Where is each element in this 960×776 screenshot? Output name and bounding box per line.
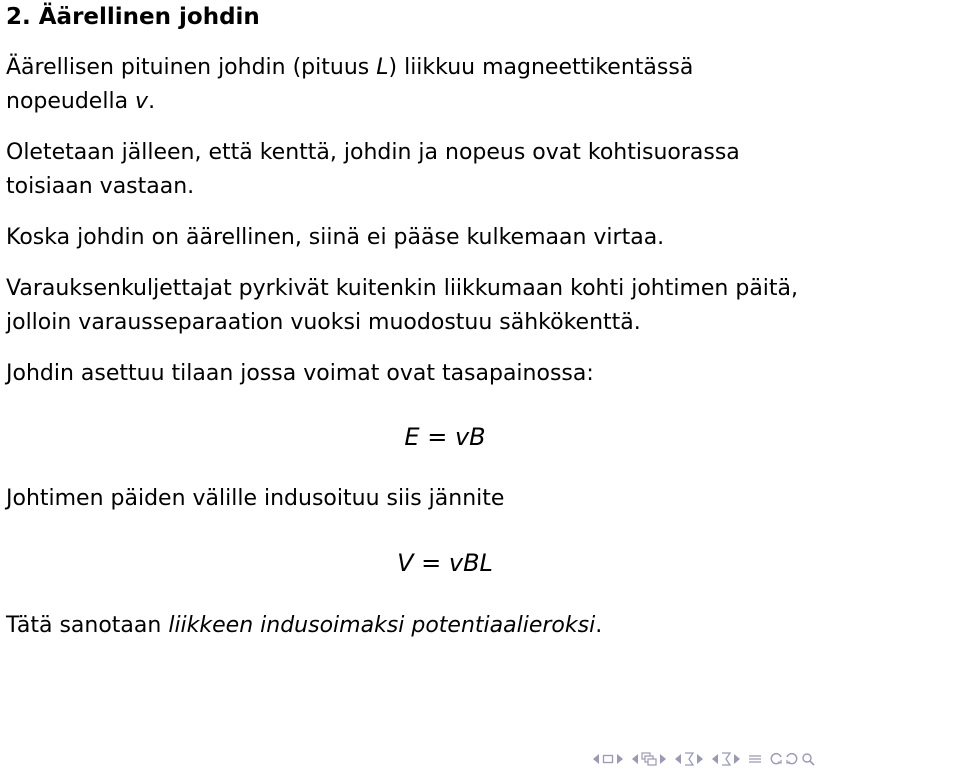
emphasis: liikkeen indusoimaksi potentiaalieroksi [168, 613, 596, 638]
search-nav [769, 752, 815, 766]
equation-2 [0, 546, 890, 580]
text: Tätä sanotaan [6, 613, 169, 638]
search-back-icon[interactable] [769, 752, 783, 766]
frame-nav [592, 753, 624, 765]
frame-icon[interactable] [602, 753, 614, 765]
eq-lhs: E [404, 423, 420, 451]
eq-operator: = [413, 549, 449, 577]
eq-rhs: vBL [448, 549, 493, 577]
section-forward-icon[interactable] [696, 753, 704, 765]
math-var: v [135, 89, 149, 114]
frame-back-icon[interactable] [592, 753, 600, 765]
text: Äärellisen pituinen johdin (pituus [6, 55, 377, 80]
align-icon[interactable] [748, 753, 762, 765]
math-var: L [376, 55, 389, 80]
paragraph-1 [6, 51, 693, 119]
align-nav [748, 753, 762, 765]
paragraph-6 [6, 482, 504, 516]
paragraph-3 [6, 221, 664, 255]
text: ) liikkuu magneettikentässä [388, 55, 694, 80]
subsection-back-icon[interactable] [631, 753, 639, 765]
zoom-search-icon[interactable] [801, 752, 815, 766]
eq-lhs: V [397, 549, 414, 577]
equation-1 [0, 420, 890, 454]
subsection-forward-icon[interactable] [659, 753, 667, 765]
text: . [595, 613, 603, 638]
navigation-bar [592, 748, 815, 770]
paragraph-line: Oletetaan jälleen, että kenttä, johdin ja nopeus ovat kohtisuorassa [6, 140, 740, 165]
paragraph-line: Johdin asettuu tilaan jossa voimat ovat tasapainossa: [6, 361, 594, 386]
document-nav [711, 752, 741, 766]
section-back-icon[interactable] [674, 753, 682, 765]
text: . [148, 89, 156, 114]
eq-operator: = [419, 423, 455, 451]
paragraph-4 [6, 272, 798, 340]
subsection-nav [631, 752, 667, 766]
document-forward-icon[interactable] [733, 753, 741, 765]
paragraph-line: jolloin varausseparaation vuoksi muodostuu sähkökenttä. [6, 310, 641, 335]
eq-rhs: vB [454, 423, 486, 451]
paragraph-2 [6, 136, 740, 204]
paragraph-line: Varauksenkuljettajat pyrkivät kuitenkin liikkumaan kohti johtimen päitä, [6, 276, 799, 301]
document-back-icon[interactable] [711, 753, 719, 765]
section-nav [674, 752, 704, 766]
document-icon[interactable] [721, 752, 731, 766]
slide-title: 2. Äärellinen johdin [6, 4, 260, 30]
paragraph-line: Johtimen päiden välille indusoituu siis jännite [6, 486, 505, 511]
frame-forward-icon[interactable] [616, 753, 624, 765]
paragraph-7 [6, 609, 602, 643]
section-icon[interactable] [684, 752, 694, 766]
subsection-icon[interactable] [641, 752, 657, 766]
search-forward-icon[interactable] [785, 752, 799, 766]
paragraph-line: Koska johdin on äärellinen, siinä ei pääse kulkemaan virtaa. [6, 225, 665, 250]
text: nopeudella [6, 89, 136, 114]
paragraph-5 [6, 357, 594, 391]
paragraph-line: toisiaan vastaan. [6, 174, 195, 199]
